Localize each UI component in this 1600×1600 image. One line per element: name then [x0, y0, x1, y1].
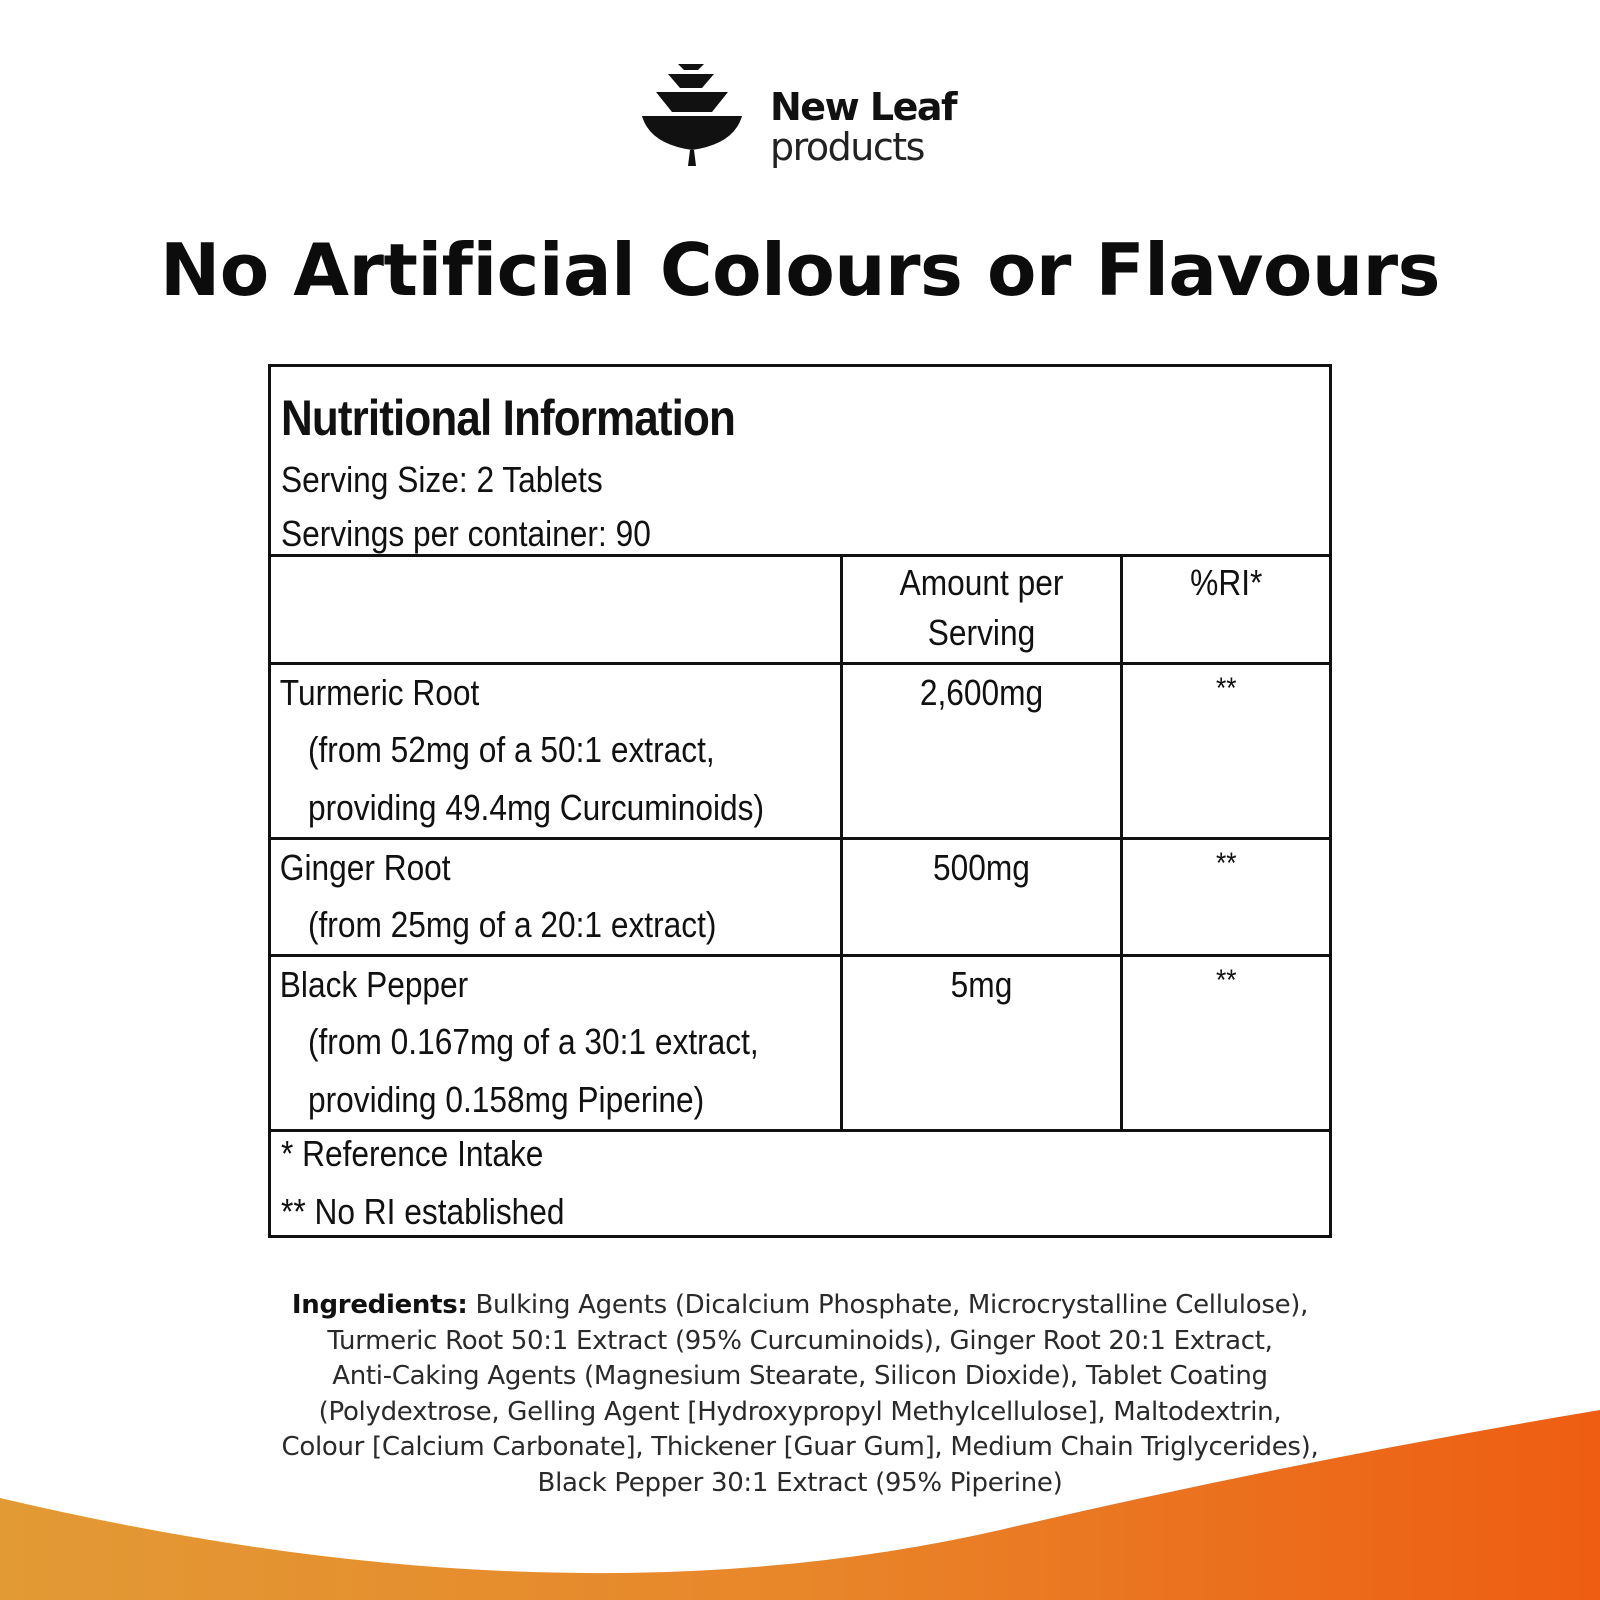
page-headline: No Artificial Colours or Flavours — [160, 228, 1440, 312]
ri-value: ** — [1215, 672, 1237, 705]
amount-cell — [841, 956, 1121, 1131]
ingredient-detail: providing 0.158mg Piperine) — [307, 1079, 705, 1120]
amount-value: 2,600mg — [919, 672, 1043, 713]
nutrition-header — [271, 367, 1329, 557]
tiered-leaf-tree-icon — [640, 60, 760, 170]
servings-per-container: Servings per container: 90 — [281, 513, 651, 554]
table-row — [271, 839, 1329, 956]
table-row — [271, 956, 1329, 1131]
ingredient-name: Turmeric Root — [279, 672, 480, 713]
ingredients-label: Ingredients: — [291, 1290, 468, 1320]
ingredient-detail: (from 0.167mg of a 30:1 extract, — [307, 1021, 759, 1062]
ingredients-text: Anti-Caking Agents (Magnesium Stearate, Silicon Dioxide), Tablet Coating — [332, 1361, 1268, 1391]
ingredient-cell — [271, 664, 841, 839]
ri-value: ** — [1215, 847, 1237, 880]
header-amount-cell — [841, 554, 1121, 664]
ingredient-cell — [271, 956, 841, 1131]
ingredient-detail: providing 49.4mg Curcuminoids) — [307, 787, 765, 828]
ingredients-text: Black Pepper 30:1 Extract (95% Piperine) — [537, 1467, 1063, 1498]
ri-cell — [1121, 956, 1329, 1131]
amount-value: 5mg — [950, 964, 1012, 1005]
ingredients-text: Colour [Calcium Carbonate], Thickener [Guar Gum], Medium Chain Triglycerides), — [281, 1432, 1319, 1462]
header-ri: %RI* — [1189, 562, 1262, 603]
amount-cell — [841, 664, 1121, 839]
nutrition-panel — [268, 364, 1332, 1238]
header-amount-line1: Amount per — [899, 562, 1063, 603]
ingredient-detail: (from 52mg of a 50:1 extract, — [307, 729, 715, 770]
nutrition-table — [271, 554, 1329, 1132]
ri-value: ** — [1215, 964, 1237, 997]
header-amount-line2: Serving — [927, 612, 1035, 653]
ingredients-text: Bulking Agents (Dicalcium Phosphate, Microcrystalline Cellulose), — [467, 1290, 1309, 1320]
amount-value: 500mg — [932, 847, 1030, 888]
ingredient-name: Black Pepper — [279, 964, 469, 1005]
brand-tagline: products — [770, 125, 924, 169]
brand-name: New Leaf — [770, 85, 957, 129]
ingredients-text: (Polydextrose, Gelling Agent [Hydroxypropyl Methylcellulose], Maltodextrin, — [318, 1396, 1282, 1427]
ingredient-name: Ginger Root — [279, 847, 451, 888]
footnote-no-ri: ** No RI established — [281, 1191, 565, 1232]
ri-cell — [1121, 839, 1329, 956]
ri-cell — [1121, 664, 1329, 839]
header-ingredient-cell — [271, 554, 841, 664]
ingredient-detail: (from 25mg of a 20:1 extract) — [307, 904, 717, 945]
ingredients-text: Turmeric Root 50:1 Extract (95% Curcuminoids), Ginger Root 20:1 Extract, — [327, 1325, 1273, 1356]
ingredient-cell — [271, 839, 841, 956]
serving-size: Serving Size: 2 Tablets — [281, 459, 603, 500]
orange-wave-decoration — [0, 1380, 1600, 1600]
header-ri-cell — [1121, 554, 1329, 664]
amount-cell — [841, 839, 1121, 956]
table-header-row — [271, 554, 1329, 664]
footnote-reference-intake: * Reference Intake — [281, 1133, 544, 1174]
table-row — [271, 664, 1329, 839]
brand-logo — [640, 60, 970, 180]
footnotes — [271, 1129, 1329, 1235]
nutrition-title: Nutritional Information — [281, 390, 735, 446]
